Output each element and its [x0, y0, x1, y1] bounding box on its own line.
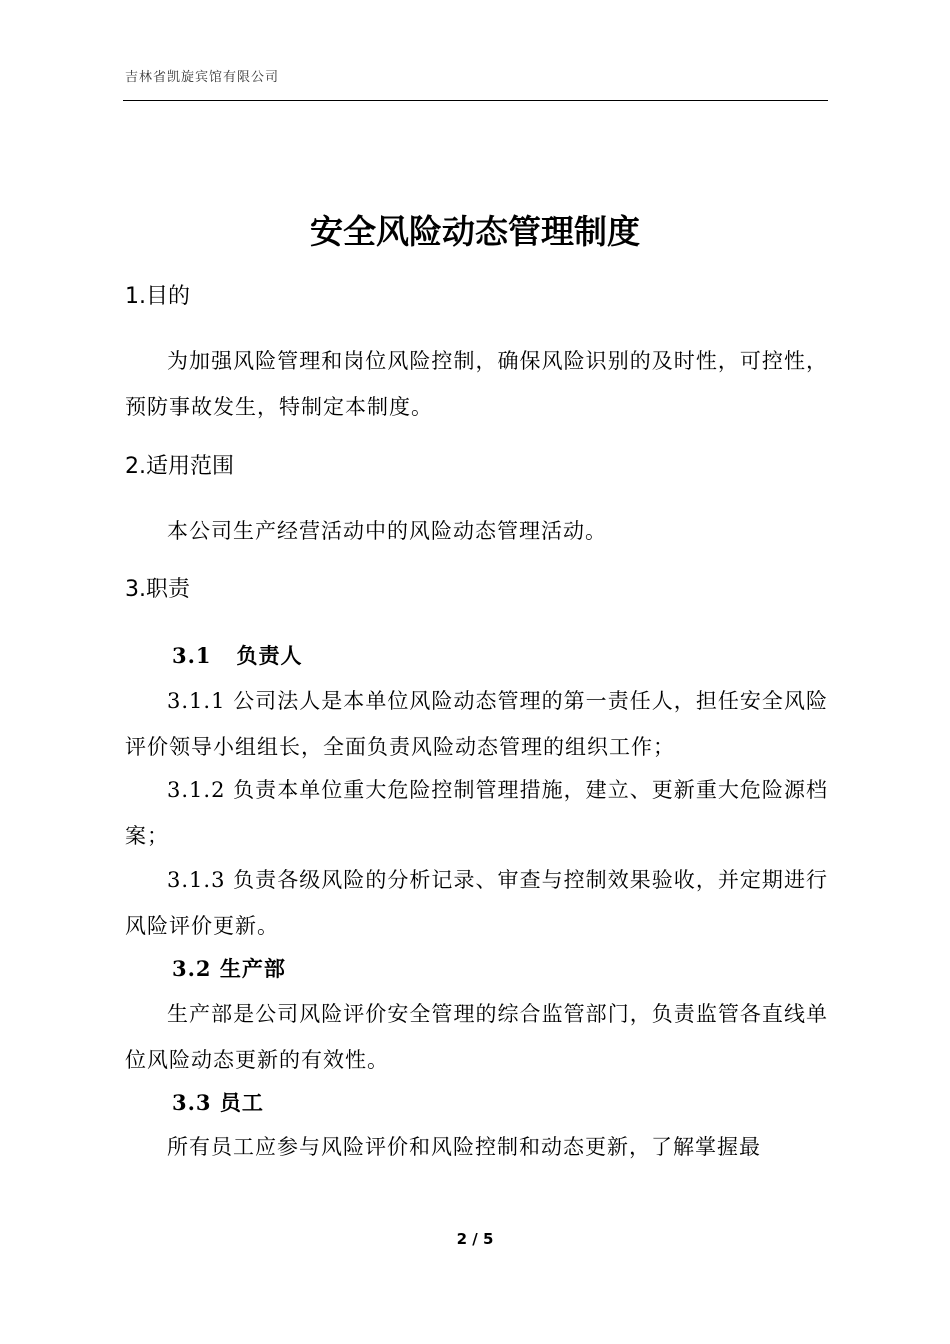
- subsection-heading-staff: 3.3 员工: [172, 1090, 264, 1115]
- header-divider: [123, 100, 828, 101]
- subsection-heading-production: 3.2 生产部: [172, 956, 286, 981]
- section-heading-scope: 2.适用范围: [125, 454, 234, 479]
- document-title: 安全风险动态管理制度: [310, 212, 640, 251]
- paragraph-staff: 所有员工应参与风险评价和风险控制和动态更新，了解掌握最: [167, 1135, 761, 1159]
- paragraph-purpose: 为加强风险管理和岗位风险控制，确保风险识别的及时性，可控性，预防事故发生，特制定本制度。: [125, 349, 828, 419]
- section-heading-duties: 3.职责: [125, 577, 190, 602]
- section-heading-purpose: 1.目的: [125, 284, 190, 309]
- paragraph-responsible-item3: 3.1.3 负责各级风险的分析记录、审查与控制效果验收，并定期进行风险评价更新。: [125, 868, 828, 938]
- subsection-heading-responsible: 3.1 负责人: [172, 643, 303, 668]
- paragraph-responsible-item2: 3.1.2 负责本单位重大危险控制管理措施，建立、更新重大危险源档案；: [125, 778, 828, 848]
- page-header-company: 吉林省凯旋宾馆有限公司: [125, 70, 280, 85]
- paragraph-responsible-item1: 3.1.1 公司法人是本单位风险动态管理的第一责任人，担任安全风险评价领导小组组长，全面负责风险动态管理的组织工作；: [125, 689, 828, 759]
- page-number: 2 / 5: [456, 1230, 494, 1248]
- paragraph-production: 生产部是公司风险评价安全管理的综合监管部门，负责监管各直线单位风险动态更新的有效性。: [125, 1002, 828, 1072]
- paragraph-scope: 本公司生产经营活动中的风险动态管理活动。: [167, 519, 607, 543]
